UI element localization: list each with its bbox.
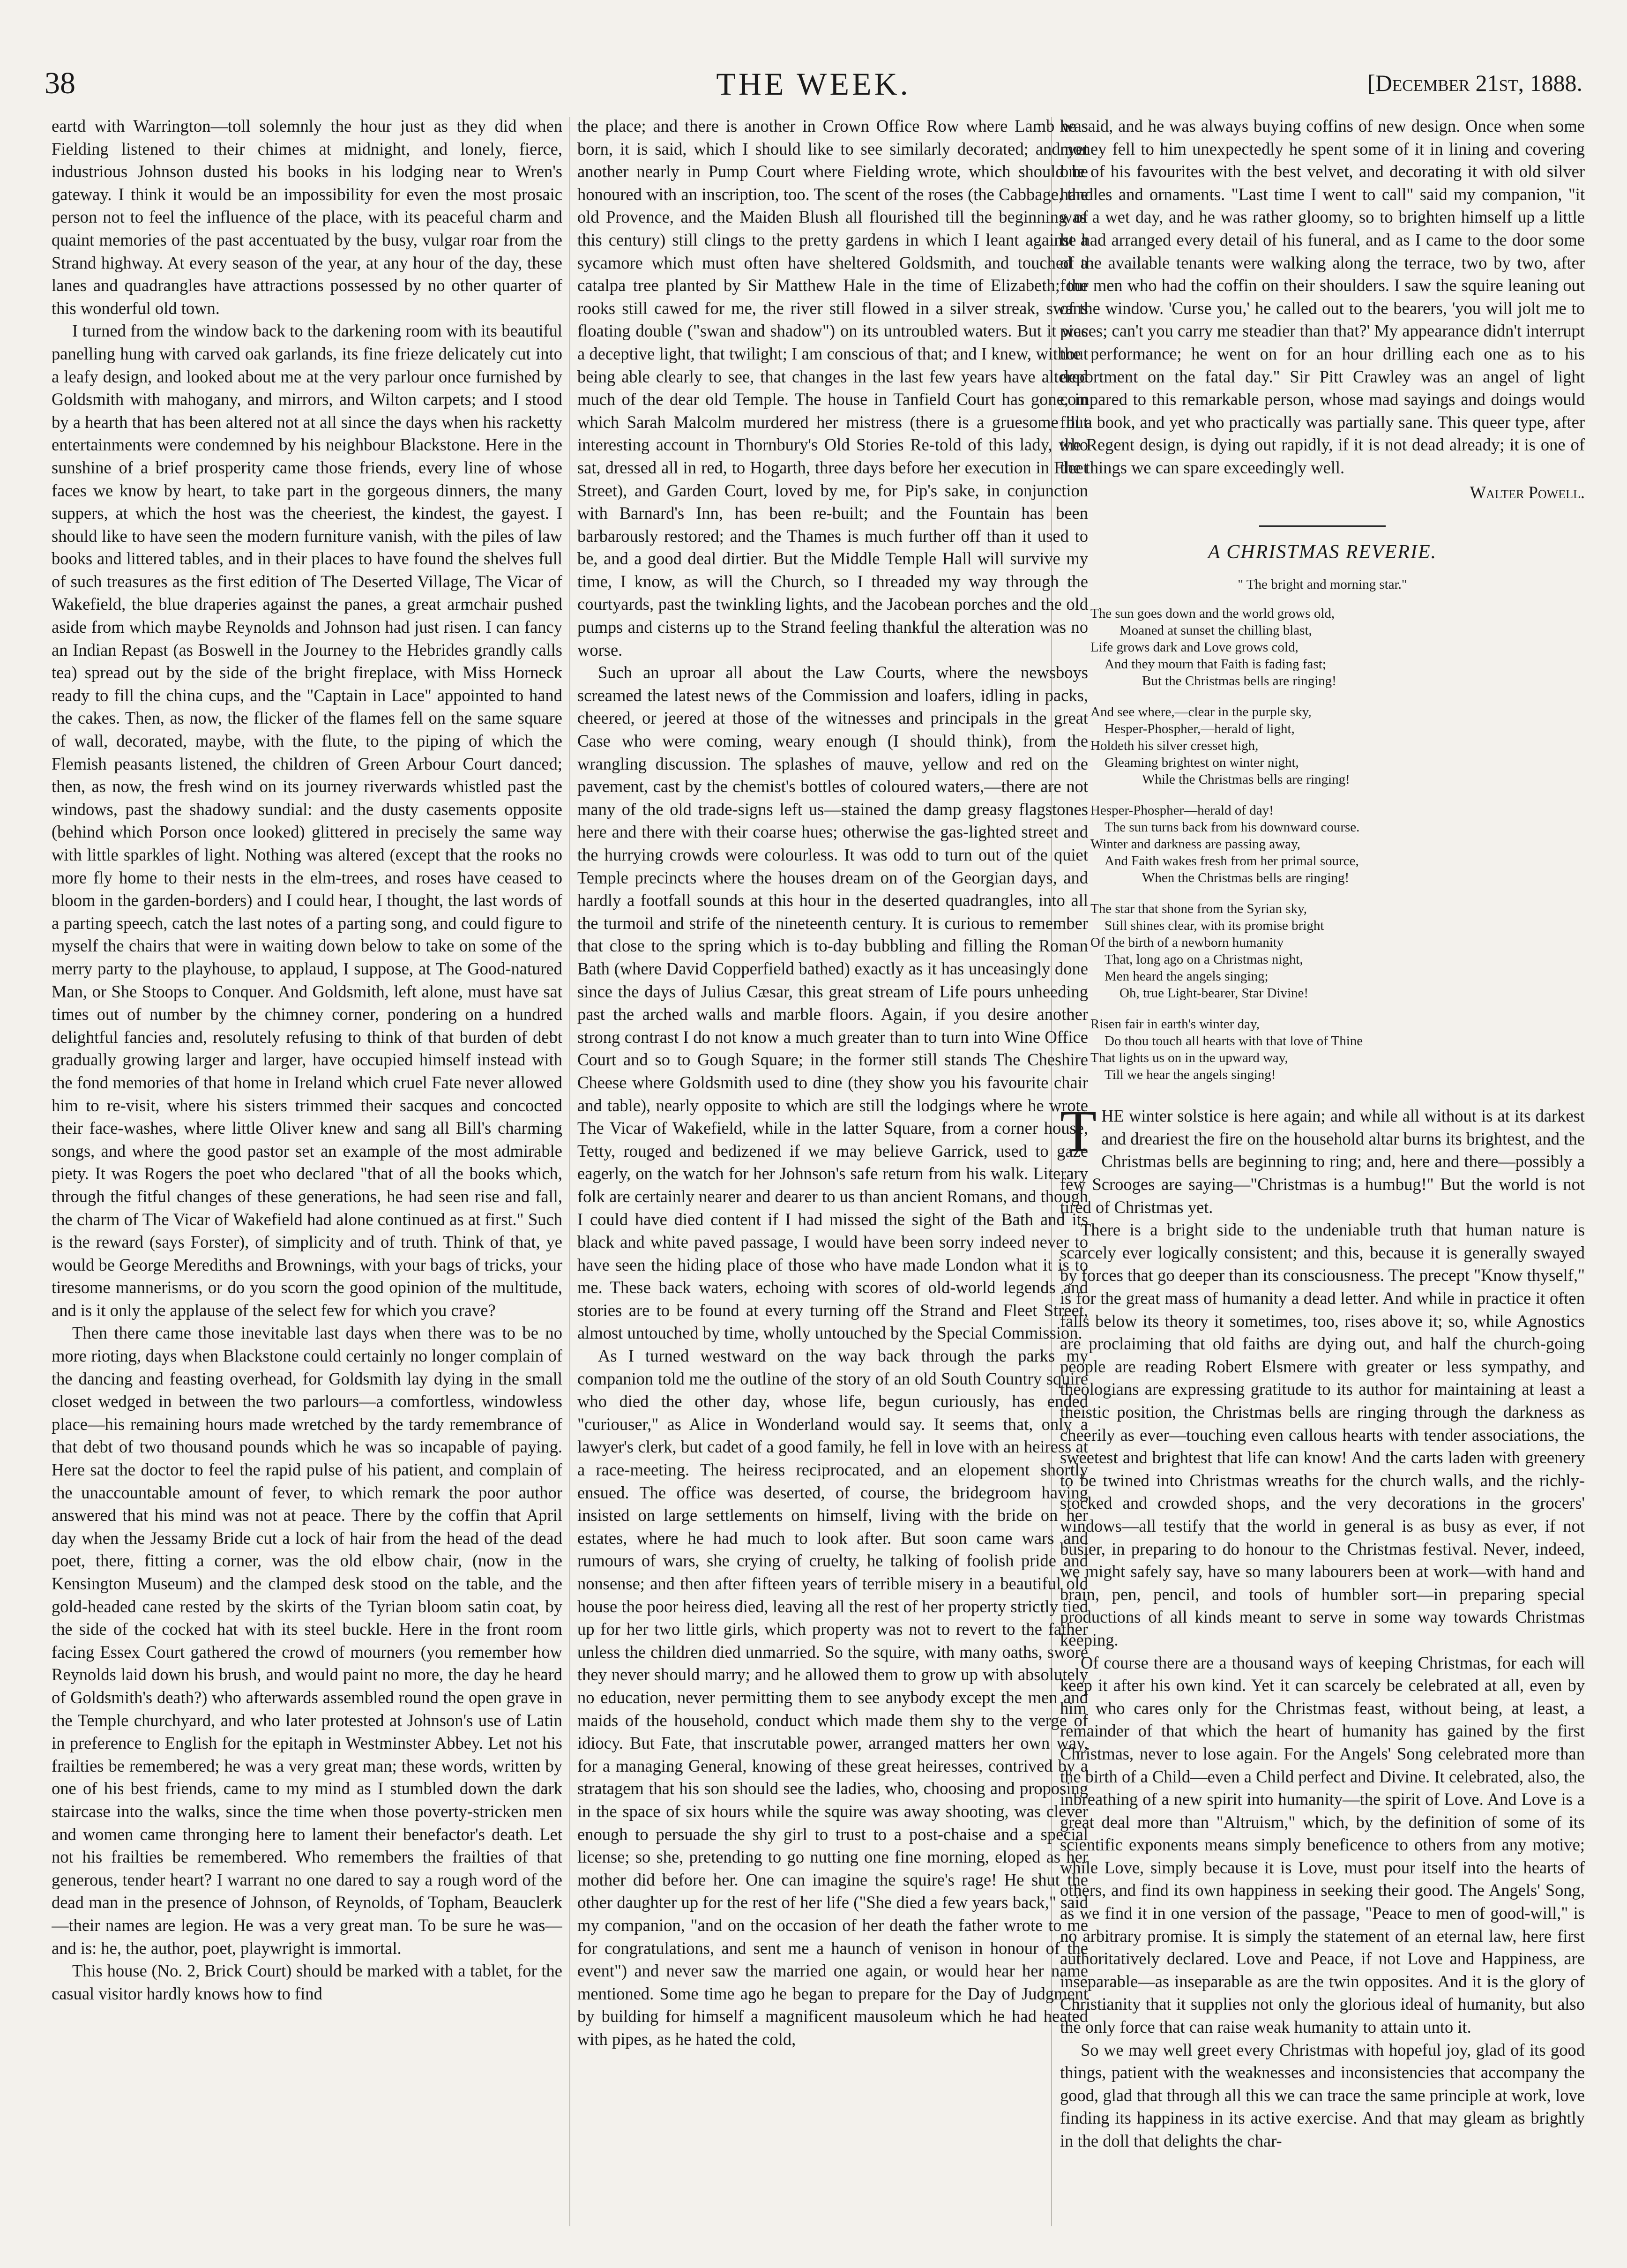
poem-line: Till we hear the angels singing! xyxy=(1105,1067,1276,1083)
poem-line: That, long ago on a Christmas night, xyxy=(1105,952,1303,967)
drop-cap: T xyxy=(1060,1098,1097,1165)
section-rule xyxy=(1259,525,1386,527)
poem-stanza xyxy=(1090,802,1585,886)
poem-line: Men heard the angels singing; xyxy=(1105,969,1269,984)
poem-line: When the Christmas bells are ringing! xyxy=(1142,870,1350,886)
publication-title: THE WEEK. xyxy=(716,66,911,102)
article-paragraph: There is a bright side to the undeniable truth that human nature is scarcely ever logically consistent; and this, because it is generally swayed by forces that go deeper than its consciousness. The precept "Know thyself," is for the great mass of humanity a dead letter. And while in practice it often falls below its theory it sometimes, too, rises above it; so, while Agnostics are proclaiming that old faiths are dying out, and half the church-going people are reading Robert Elsmere with greater or less sympathy, and theologians are expressing gratitude to its author for maintaining at least a theistic position, the Christmas bells are ringing through the darkness as cheerily as ever—touching even callous hearts with tender associations, the sweetest and brightest that life can know! And the carts laden with greenery to be twined into Christmas wreaths for the church walls, and the richly-stocked and crowded shops, and the very decorations in the grocers' windows—all testify that the world in general is as busy as ever, if not busier, in preparing to do honour to the Christmas festival. Never, indeed, we might safely say, have so many labourers been at work—with hand and brain, pen, pencil, and tools of humbler sort—in preparing special productions of all kinds meant to serve in some way towards Christmas keeping. xyxy=(1060,1220,1585,1649)
page-number: 38 xyxy=(45,66,75,100)
article-paragraph: I turned from the window back to the darkening room with its beautiful panelling hung with carved oak garlands, its fine frieze delicately cut into a leafy design, and looked about me at the very parlour once furnished by Goldsmith with mahogany, and mirrors, and Wilton carpets; and I stood by a hearth that has been altered not at all since the days when his racketty entertainments were condemned by his neighbour Blackstone. Here in the sunshine of a brief prosperity came those friends, every line of whose faces we know by heart, to take part in the gorgeous dinners, the many suppers, at which the host was the cheeriest, the kindest, the gayest. I should like to have seen the modern furniture vanish, with the piles of law books and littered tables, and in their places to have found the shelves full of such treasures as the first edition of The Deserted Village, The Vicar of Wakefield, the blue draperies against the panes, a great armchair pushed aside from which maybe Reynolds and Johnson had just risen. I can fancy an Indian Repast (as Boswell in the Journey to the Hebrides grandly calls tea) spread out by the side of the bright fireplace, with Miss Horneck ready to fill the china cups, and the "Captain in Lace" appointed to hand the cakes. Then, as now, the flicker of the flames fell on the same square of wall, decorated, maybe, with the flute, to the piping of which the Flemish peasants listened, the children of Green Arbour Court danced; then, as now, the fresh wind on its journey riverwards whistled past the windows, past the shadowy sundial: and the dusty casements opposite (behind which Porson once looked) glittered in precisely the same way with little sparkles of light. Nothing was altered (except that the rooks no more fly home to their nests in the elm-trees, and roses have ceased to bloom in the garden-borders) and I could hear, I thought, the last words of a parting speech, catch the last notes of a parting song, and could figure to myself the chairs that were in waiting down below to take on some of the merry party to the playhouse, to applaud, I suppose, at The Good-natured Man, or She Stoops to Conquer. And Goldsmith, left alone, must have sat times out of number by the chimney corner, pondering on a hundred delightful fancies and, resolutely refusing to think of that burden of debt gradually growing larger and larger, have occupied himself instead with the fond memories of that home in Ireland which cruel Fate never allowed him to re-visit, where his sisters trimmed their sacques and concocted their face-washes, where little Oliver knew and sang all Bill's charming songs, and where the good pastor set an example of the most admirable piety. It was Rogers the poet who declared "that of all the books which, through the fitful changes of these generations, he had seen rise and fall, the charm of The Vicar of Wakefield had alone continued as at first." Such is the reward (says Forster), of simplicity and of truth. Think of that, ye would be George Merediths and Brownings, with your bags of tricks, your tiresome mannerisms, or do you scorn the good opinion of the multitude, and is it only the applause of the select few for which you crave? xyxy=(52,321,562,1320)
poem-stanza xyxy=(1090,605,1585,689)
poem-line: And they mourn that Faith is fading fast; xyxy=(1105,657,1326,672)
poem-line: Gleaming brightest on winter night, xyxy=(1105,755,1299,771)
poem-line: Life grows dark and Love grows cold, xyxy=(1090,640,1299,655)
poem-line: While the Christmas bells are ringing! xyxy=(1142,772,1350,787)
poem-body xyxy=(1090,605,1585,1083)
article-column-1 xyxy=(52,115,562,2233)
article-paragraph: As I turned westward on the way back through the parks my companion told me the outline of the story of an old South Country squire who died the other day, whose life, begun curiously, has ended "curiouser," as Alice in Wonderland would say. It seems that, only a lawyer's clerk, but cadet of a good family, he fell in love with an heiress at a race-meeting. The heiress reciprocated, and an elopement shortly ensued. The office was deserted, of course, the bridegroom having insisted on large settlements on himself, living with the bride on her estates, where he had much to look after. But soon came wars and rumours of wars, she crying of cruelty, he talking of foolish pride and nonsense; and then after fifteen years of terrible misery in a beautiful old house the poor heiress died, leaving all the rest of her property strictly tied up for her two little girls, which property was not to revert to the father unless the children died unmarried. So the squire, with many oaths, swore they never should marry; and he allowed them to grow up with absolutely no education, never permitting them to see anybody except the men and maids of the household, conduct which made them shy to the verge of idiocy. But Fate, that inscrutable power, arranged matters her own way, for a managing General, knowing of these great heiresses, contrived by a stratagem that his son should see the ladies, who, choosing and proposing in the space of six hours while the squire was away shooting, was clever enough to persuade the shy girl to trust to a post-chaise and a special license; so she, pretending to go nutting one fine morning, eloped as her mother did before her. One can imagine the squire's rage! He shut the other daughter up for the rest of her life ("She died a few years back," said my companion, "and on the occasion of her death the father wrote to me for congratulations, and sent me a haunch of venison in honour of the event") and never saw the married one again, or would hear her name mentioned. Some time ago he began to prepare for the Day of Judgment by building for himself a magnificent mausoleum which he had heated with pipes, as he hated the cold, xyxy=(577,1346,1088,2049)
article-column-2 xyxy=(577,115,1088,2233)
article-paragraph xyxy=(1060,1098,1585,1219)
issue-date: [December 21st, 1888. xyxy=(1367,70,1582,96)
author-signature: Walter Powell. xyxy=(1470,482,1585,502)
poem-line: Moaned at sunset the chilling blast, xyxy=(1119,623,1312,638)
poem-line: Oh, true Light-bearer, Star Divine! xyxy=(1119,986,1309,1001)
poem-line: Hesper-Phospher—herald of day! xyxy=(1090,803,1274,818)
poem-line: That lights us on in the upward way, xyxy=(1090,1050,1288,1066)
article-paragraph: the place; and there is another in Crown Office Row where Lamb was born, it is said, which I should like to see similarly decorated; and yet another nearly in Pump Court where Fielding wrote, which should be honoured with an inscription, too. The scent of the roses (the Cabbage, the old Provence, and the Maiden Blush all flourished till the beginning of this century) still clings to the pretty gardens in which I leant against a sycamore which must often have sheltered Goldsmith, and touched a catalpa tree planted by Sir Matthew Hale in the time of Elizabeth; the rooks still cawed for me, the river still flowed in a silver streak, swans floating double ("swan and shadow") on its untroubled waters. But it was a deceptive light, that twilight; I am conscious of that; and I knew, without being able clearly to see, that changes in the last few years have altered much of the dear old Temple. The house in Tanfield Court has gone, in which Sarah Malcolm murdered her mistress (there is a gruesome but interesting account in Thornbury's Old Stories Re-told of this lady, who sat, dressed all in red, to Hogarth, three days before her execution in Fleet Street), and Garden Court, loved by me, for Pip's sake, in conjunction with Barnard's Inn, has been re-built; and the Fountain has been barbarously restored; and the Thames is much further off than it used to be, and a good deal dirtier. But the Middle Temple Hall will survive my time, I know, as will the Church, so I threaded my way through the courtyards, past the twinkling lights, and the Jacobean porches and the old pumps and cisterns up to the Strand feeling thankful the alteration was no worse. xyxy=(577,116,1088,659)
article-paragraph: Of course there are a thousand ways of keeping Christmas, for each will keep it after his own kind. Yet it can scarcely be celebrated at all, even by him who cares only for the Christmas feast, without being, at least, a remainder of that which the heart of humanity has gained by the first Christmas, never to lose again. For the Angels' Song celebrated more than the birth of a Child—even a Child perfect and Divine. It celebrated, also, the inbreathing of a new spirit into humanity—the spirit of Love. And Love is a great deal more than "Altruism," which, by the definition of some of its scientific exponents means simply beneficence to others from any motive; while Love, simply because it is Love, must pour itself into the hearts of others, and find its own happiness in seeking their good. The Angels' Song, as we find it in one version of the passage, "Peace to men of good-will," is no arbitrary promise. It is simply the statement of an eternal law, here first authoritatively declared. Love and Peace, if not Love and Happiness, are inseparable—as inseparable as are the twin opposites. And it is the glory of Christianity that it supplies not only the glorious ideal of humanity, but also the only force that can raise weak humanity to attain unto it. xyxy=(1060,1653,1585,2037)
poem-line: Winter and darkness are passing away, xyxy=(1090,837,1300,852)
poem-line: Still shines clear, with its promise bright xyxy=(1105,918,1324,934)
article-paragraph: he said, and he was always buying coffins of new design. Once when some money fell to him unexpectedly he spent some of it in lining and covering one of his favourites with the best velvet, and decorating it with old silver handles and ornaments. "Last time I went to call" said my companion, "it was a wet day, and he was rather gloomy, so to brighten himself up a little he had arranged every detail of his funeral, and as I came to the door some of the available tenants were walking along the terrace, two by two, after four men who had the coffin on their shoulders. I saw the squire leaning out of the window. 'Curse you,' he called out to the bearers, 'you will jolt me to pieces; can't you carry me steadier than that?' My appearance didn't interrupt the performance; he went on for an hour drilling each one as to his deportment on the fatal day." Sir Pitt Crawley was an angel of light compared to this remarkable person, whose mad sayings and doings would fill a book, and yet who practically was partially sane. This queer type, after the Regent design, is dying out rapidly, if it is not dead already; it is one of the things we can spare exceedingly well. xyxy=(1060,116,1585,477)
page-header xyxy=(45,66,1582,122)
article-paragraph: This house (No. 2, Brick Court) should be marked with a tablet, for the casual visitor hardly knows how to find xyxy=(52,1961,562,2003)
poem-line: Holdeth his silver cresset high, xyxy=(1090,738,1259,754)
poem-line: Hesper-Phospher,—herald of light, xyxy=(1105,721,1295,737)
poem-line: And see where,—clear in the purple sky, xyxy=(1090,704,1312,720)
poem-stanza xyxy=(1090,1016,1585,1083)
poem-title: A CHRISTMAS REVERIE. xyxy=(1208,541,1437,563)
poem-line: Do thou touch all hearts with that love of Thine xyxy=(1105,1033,1363,1049)
poem-line: And Faith wakes fresh from her primal source, xyxy=(1105,853,1359,869)
poem-line: Risen fair in earth's winter day, xyxy=(1090,1017,1260,1032)
article-paragraph: Such an uproar all about the Law Courts, where the newsboys screamed the latest news of the Commission and loafers, idling in packs, cheered, or jeered at those of the witnesses and principals in the great Case who were coming, weary enough (I should think), from the wrangling discussion. The splashes of mauve, yellow and red on the pavement, cast by the chemist's bottles of coloured waters,—there are not many of the old trade-signs left us—stained the damp greasy flagstones here and there with their coarse hues; otherwise the gas-lighted street and the hurrying crowds were colourless. It was odd to turn out of the quiet Temple precincts where the houses dream on of the Georgian days, and hardly a footfall sounds at this hour in the deserted quadrangles, into all the turmoil and strife of the nineteenth century. It is curious to remember that close to the spring which is to-day bubbling and filling the Roman Bath (where David Copperfield bathed) exactly as it has unceasingly done since the days of Julius Cæsar, this great stream of Life pours unheeding past the arched walls and marble floors. Again, if you desire another strong contrast I do not know a much greater than to turn into Wine Office Court and so to Gough Square; in the former still stands The Cheshire Cheese where Goldsmith used to dine (they show you his favourite chair and table), nearly opposite to which are still the lodgings where he wrote The Vicar of Wakefield, while in the latter Square, from a corner house, Tetty, rouged and bedizened if we may believe Garrick, used to gaze eagerly, on the watch for her Johnson's safe return from his walk. Literary folk are certainly nearer and dearer to us than ancient Romans, and though I could have died content if I had missed the sight of the Bath and its black and white paved passage, I would have been sorry indeed never to have seen the hiding place of those who have made London what it is to me. These back waters, echoing with scores of old-world legends and stories are to be found at every turning off the Strand and Fleet Street, almost untouched by time, wholly untouched by the Special Commission. xyxy=(577,663,1088,1343)
poem-line: The sun turns back from his downward course. xyxy=(1105,820,1360,835)
paragraph-text: HE winter solstice is here again; and while all without is at its darkest and dreariest the fire on the household altar burns its brightest, and the Christmas bells are beginning to ring; and, here and there—possibly a few Scrooges are saying—"Christmas is a humbug!" But the world is not tired of Christmas yet. xyxy=(1060,1106,1585,1217)
poem-epigraph: " The bright and morning star." xyxy=(1238,576,1407,592)
poem-line: The sun goes down and the world grows old, xyxy=(1090,606,1335,621)
poem-line: The star that shone from the Syrian sky, xyxy=(1090,901,1307,917)
article-paragraph: So we may well greet every Christmas with hopeful joy, glad of its good things, patient with the weaknesses and inconsistencies that accompany the good, glad that through all this we can trace the same principle at work, love finding its happiness in its active exercise. And that may gleam as brightly in the doll that delights the char- xyxy=(1060,2040,1585,2150)
poem-line: Of the birth of a newborn humanity xyxy=(1090,935,1284,951)
column-divider xyxy=(569,117,570,2226)
poem-line: But the Christmas bells are ringing! xyxy=(1142,674,1336,689)
article-paragraph: eartd with Warrington—toll solemnly the hour just as they did when Fielding listened to their chimes at midnight, and lonely, fierce, industrious Johnson dusted his books in his lodging near to Wren's gateway. I think it would be an impossibility for even the most prosaic person not to feel the influence of the place, with its peaceful charm and quaint memories of the past accentuated by the busy, vulgar roar from the Strand highway. At every season of the year, at any hour of the day, these lanes and quadrangles have attractions possessed by no other quarter of this wonderful old town. xyxy=(52,116,562,318)
article-column-3 xyxy=(1060,115,1585,2233)
poem-stanza xyxy=(1090,704,1585,788)
poem-stanza xyxy=(1090,900,1585,1002)
article-paragraph: Then there came those inevitable last days when there was to be no more rioting, days when Blackstone could certainly no longer complain of the dancing and feasting overhead, for Goldsmith lay dying in the small closet wedged in between the two parlours—a comfortless, windowless place—his remaining hours made wretched by the tardy remembrance of that debt of two thousand pounds which he was so incapable of paying. Here sat the doctor to feel the rapid pulse of his patient, and complain of the unaccountable amount of fever, to which remark the poor author answered that his mind was not at peace. There by the coffin that April day when the Jessamy Bride cut a lock of hair from the head of the dead poet, there, fitting a corner, was the old elbow chair, (now in the Kensington Museum) and the clamped desk stood on the table, and the gold-headed cane rested by the skirts of the Tyrian bloom satin coat, by the side of the cocked hat with its steel buckle. Here in the front room facing Essex Court gathered the crowd of mourners (you remember how Reynolds laid down his brush, and would paint no more, the day he heard of Goldsmith's death?) who afterwards assembled round the open grave in the Temple churchyard, and who later protested at Johnson's use of Latin in preference to English for the epitaph in Westminster Abbey. Let not his frailties be remembered; he was a very great man; these words, written by one of his best friends, came to my mind as I stumbled down the dark staircase into the walks, since the time when those poverty-stricken men and women came thronging here to lament their benefactor's death. Let not his frailties be remembered. Who remembers the frailties of that generous, tender heart? I warrant no one dared to say a rough word of the dead man in the presence of Johnson, of Reynolds, of Topham, Beauclerk—their names are legion. He was a very great man. To be sure he was—and is: he, the author, poet, playwright is immortal. xyxy=(52,1323,562,1958)
